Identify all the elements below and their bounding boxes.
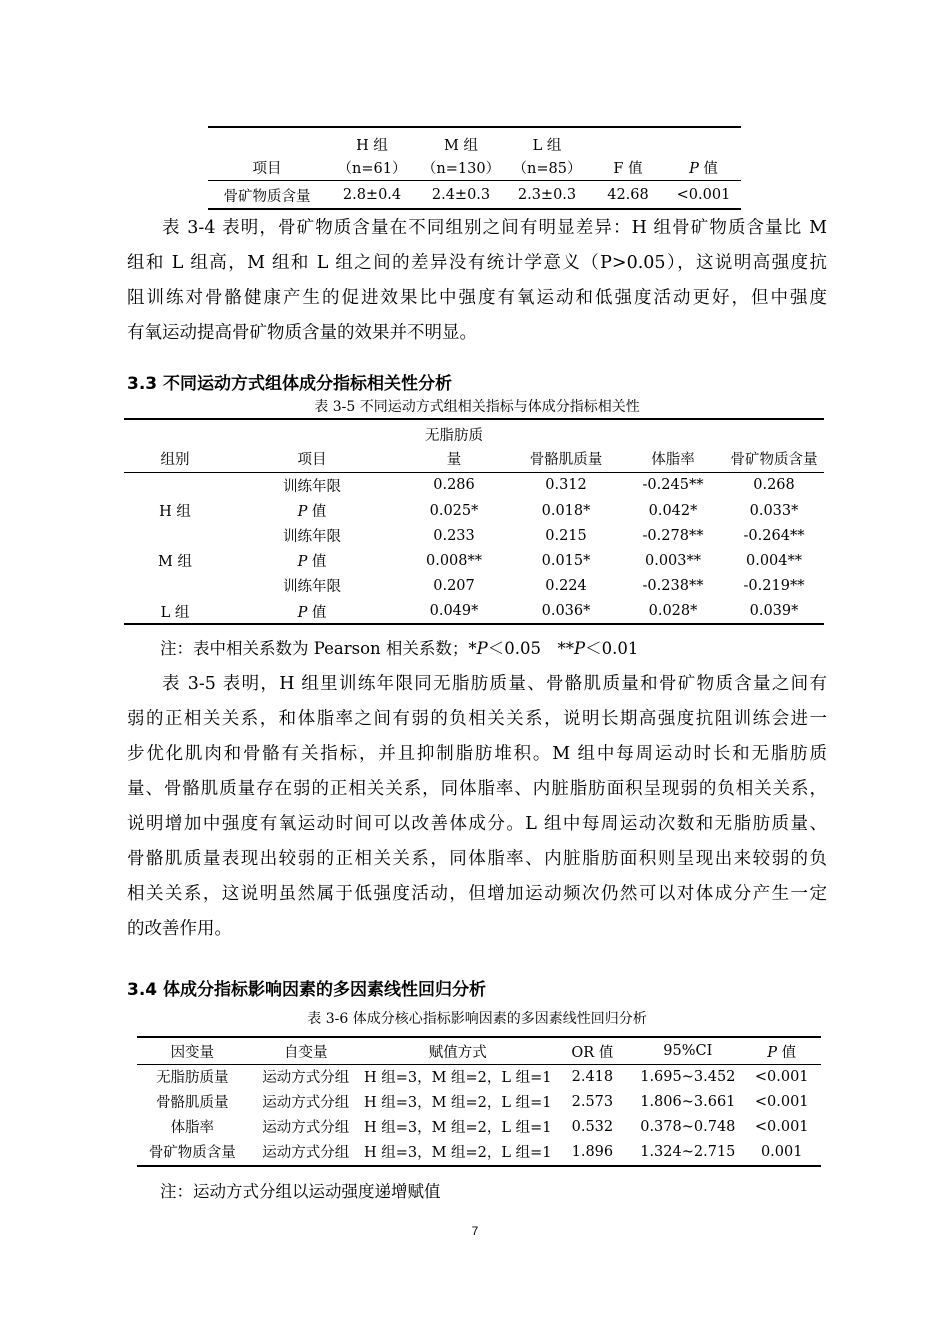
table-row bbox=[124, 573, 824, 598]
table36-p: <0.001 bbox=[754, 1118, 809, 1135]
table34-bottom-rule bbox=[208, 208, 741, 210]
table35-header-row-1 bbox=[124, 422, 824, 446]
table35-smm: 0.036* bbox=[541, 603, 591, 619]
table34-item-header: 项目 bbox=[252, 161, 282, 178]
table36-or: 1.896 bbox=[571, 1143, 614, 1160]
table36-dep-header: 因变量 bbox=[170, 1044, 215, 1061]
table34-row bbox=[208, 180, 741, 210]
table34-l-n: （n=85） bbox=[512, 161, 582, 178]
table-row bbox=[137, 1089, 821, 1114]
table35-item: 训练年限 bbox=[283, 529, 341, 545]
table35-smm: 0.312 bbox=[545, 477, 587, 494]
table36-dep: 骨骼肌质量 bbox=[156, 1095, 229, 1111]
table36-p-header: P 值 bbox=[767, 1044, 797, 1061]
table36-top-rule bbox=[137, 1036, 821, 1038]
table34-row-h: 2.8±0.4 bbox=[342, 187, 402, 204]
table35-ffm: 0.207 bbox=[433, 577, 475, 594]
table35 bbox=[124, 422, 824, 624]
paragraph-1-line-4: 有氧运动提高骨矿物质含量的效果并不明显。 bbox=[127, 323, 477, 343]
table36-indep: 运动方式分组 bbox=[262, 1095, 350, 1111]
table35-group: L 组 bbox=[160, 604, 190, 621]
table35-ffm-header: 无脂肪质 bbox=[425, 427, 483, 444]
table36-indep: 运动方式分组 bbox=[262, 1070, 350, 1087]
table-row bbox=[124, 598, 824, 624]
table36-or: 0.532 bbox=[571, 1118, 614, 1135]
table34-row-l: 2.3±0.3 bbox=[517, 187, 577, 204]
paragraph-2-line-6: 骨骼肌质量表现出较弱的正相关关系，同体脂率、内脏脂肪面积则呈现出来较弱的负 bbox=[127, 849, 827, 869]
table35-bmc: -0.264** bbox=[743, 527, 805, 544]
table35-note: 注：表中相关系数为 Pearson 相关系数；*P＜0.05 **P＜0.01 bbox=[160, 639, 639, 658]
table35-group-header: 组别 bbox=[160, 452, 190, 469]
table36-note: 注：运动方式分组以运动强度递增赋值 bbox=[160, 1182, 441, 1201]
paragraph-2-line-4: 量、骨骼肌质量存在弱的正相关关系，同体脂率、内脏脂肪面积呈现弱的负相关关系， bbox=[127, 779, 827, 799]
table36-ci: 1.324~2.715 bbox=[640, 1143, 736, 1160]
table35-item-header: 项目 bbox=[297, 452, 327, 469]
table-row bbox=[124, 523, 824, 548]
table35-group: M 组 bbox=[158, 554, 192, 570]
table35-bfr: 0.028* bbox=[648, 603, 698, 619]
paragraph-2-line-7: 相关关系，这说明虽然属于低强度活动，但增加运动频次仍然可以对体成分产生一定 bbox=[127, 884, 827, 904]
table34-row-p: <0.001 bbox=[676, 187, 731, 204]
section-3-3-heading: 3.3 不同运动方式组体成分指标相关性分析 bbox=[127, 374, 453, 394]
table35-group bbox=[124, 472, 226, 498]
table35-bfr: -0.245** bbox=[642, 477, 704, 494]
table35-bmc: 0.033* bbox=[749, 502, 799, 519]
page-number: 7 bbox=[471, 1224, 479, 1238]
table35-smm: 0.215 bbox=[545, 527, 587, 544]
table35-caption: 表 3-5 不同运动方式组相关指标与体成分指标相关性 bbox=[314, 399, 640, 415]
table35-ffm: 0.025* bbox=[429, 502, 479, 519]
table34-row-f: 42.68 bbox=[607, 187, 649, 204]
table36-p: <0.001 bbox=[754, 1093, 809, 1110]
table36-dep: 骨矿物质含量 bbox=[148, 1145, 236, 1161]
section-3-4-heading: 3.4 体成分指标影响因素的多因素线性回归分析 bbox=[127, 980, 487, 1000]
table35-smm-header: 骨骼肌质量 bbox=[529, 452, 603, 469]
table36-indep: 运动方式分组 bbox=[262, 1145, 350, 1161]
table36-ci-header: 95%CI bbox=[663, 1043, 713, 1060]
paragraph-2-line-5: 说明增加中强度有氧运动时间可以改善体成分。L 组中每周运动次数和无脂肪质量、 bbox=[127, 814, 827, 834]
table36-assign: H 组=3，M 组=2，L 组=1 bbox=[363, 1120, 552, 1136]
table35-bfr: 0.003** bbox=[644, 552, 701, 569]
table34-row-item: 骨矿物质含量 bbox=[223, 188, 311, 205]
table36-ci: 1.695~3.452 bbox=[640, 1068, 736, 1085]
table36-p: 0.001 bbox=[760, 1143, 803, 1160]
table-row bbox=[137, 1064, 821, 1089]
table36 bbox=[137, 1039, 821, 1164]
paragraph-1-line-3: 阻训练对骨骼健康产生的促进效果比中强度有氧运动和低强度活动更好，但中强度 bbox=[127, 288, 827, 308]
paragraph-1-line: 表 3-4 表明，骨矿物质含量在不同组别之间有明显差异：H 组骨矿物质含量比 M bbox=[162, 218, 827, 238]
table35-smm: 0.224 bbox=[545, 577, 587, 594]
table36-or-header: OR 值 bbox=[571, 1044, 614, 1061]
table34-row-m: 2.4±0.3 bbox=[431, 187, 491, 204]
paragraph-2-line-2: 弱的正相关关系，和体脂率之间有弱的负相关关系，说明长期高强度抗阻训练会进一 bbox=[127, 709, 827, 729]
table36-dep: 体脂率 bbox=[170, 1120, 215, 1136]
table34-l-header: L 组 bbox=[532, 137, 562, 154]
table35-bmc: -0.219** bbox=[743, 577, 805, 594]
table34-m-header: M 组 bbox=[444, 137, 478, 154]
table-row bbox=[137, 1114, 821, 1139]
table35-bmc: 0.268 bbox=[753, 477, 795, 494]
table-row bbox=[137, 1139, 821, 1164]
table35-header-row-2 bbox=[124, 446, 824, 472]
table35-item: P 值 bbox=[297, 604, 327, 621]
table35-ffm: 0.049* bbox=[429, 603, 479, 619]
table36-caption: 表 3-6 体成分核心指标影响因素的多因素线性回归分析 bbox=[307, 1011, 647, 1027]
table36-assign-header: 赋值方式 bbox=[428, 1044, 487, 1061]
table35-bfr: -0.238** bbox=[642, 577, 704, 594]
table34-header-row-2 bbox=[208, 156, 741, 180]
table35-bfr: 0.042* bbox=[648, 502, 698, 519]
table36-bottom-rule bbox=[137, 1165, 821, 1167]
table35-item: 训练年限 bbox=[283, 579, 341, 595]
table-row bbox=[124, 498, 824, 523]
table-row bbox=[124, 472, 824, 498]
table35-smm: 0.015* bbox=[541, 552, 591, 569]
paragraph-2-line-8: 的改善作用。 bbox=[127, 919, 232, 939]
table36-p: <0.001 bbox=[754, 1068, 809, 1085]
table35-bmc-header: 骨矿物质含量 bbox=[730, 452, 818, 469]
table35-ffm: 0.286 bbox=[433, 477, 475, 494]
table36-indep: 运动方式分组 bbox=[262, 1120, 350, 1136]
table35-item: P 值 bbox=[297, 554, 327, 570]
table36-indep-header: 自变量 bbox=[284, 1044, 328, 1061]
table34-m-n: （n=130） bbox=[421, 161, 501, 178]
table35-top-rule bbox=[124, 418, 824, 420]
table35-bfr: -0.278** bbox=[642, 527, 704, 544]
table35-item: 训练年限 bbox=[283, 478, 341, 495]
table35-bfr-header: 体脂率 bbox=[651, 452, 695, 469]
table36-or: 2.418 bbox=[571, 1068, 614, 1085]
table36-ci: 0.378~0.748 bbox=[640, 1118, 736, 1135]
table35-item: P 值 bbox=[297, 504, 327, 520]
table34-h-header: H 组 bbox=[356, 137, 388, 154]
table34-top-rule bbox=[208, 126, 741, 128]
paragraph-2-line-1: 表 3-5 表明，H 组里训练年限同无脂肪质量、骨骼肌质量和骨矿物质含量之间有 bbox=[162, 674, 827, 694]
table36-assign: H 组=3，M 组=2，L 组=1 bbox=[363, 1145, 552, 1161]
table35-bmc: 0.039* bbox=[749, 603, 799, 619]
table36-dep: 无脂肪质量 bbox=[156, 1070, 229, 1087]
table35-smm: 0.018* bbox=[541, 502, 591, 519]
paragraph-1-line-2: 组和 L 组高，M 组和 L 组之间的差异没有统计学意义（P>0.05），这说明高强度抗 bbox=[127, 253, 827, 273]
paragraph-1 bbox=[127, 211, 827, 246]
table35-bottom-rule bbox=[124, 623, 824, 625]
table35-group: H 组 bbox=[159, 504, 191, 520]
paragraph-2-line-3: 步优化肌肉和骨骼有关指标，并且抑制脂肪堆积。M 组中每周运动时长和无脂肪质 bbox=[127, 744, 827, 764]
table34-h-n: （n=61） bbox=[337, 161, 407, 178]
table35-bmc: 0.004** bbox=[745, 552, 802, 569]
table35-ffm: 0.233 bbox=[433, 527, 475, 544]
table34-header-row-1 bbox=[208, 132, 741, 156]
table34-p-header: P 值 bbox=[689, 161, 718, 178]
table35-group bbox=[124, 523, 226, 548]
table36-assign: H 组=3，M 组=2，L 组=1 bbox=[363, 1070, 552, 1087]
table36-assign: H 组=3，M 组=2，L 组=1 bbox=[363, 1095, 552, 1111]
table34-f-header: F 值 bbox=[613, 161, 643, 178]
table35-ffm-header-2: 量 bbox=[446, 452, 462, 469]
table34 bbox=[208, 132, 741, 210]
table35-ffm: 0.008** bbox=[425, 552, 482, 569]
table36-or: 2.573 bbox=[571, 1093, 614, 1110]
table36-ci: 1.806~3.661 bbox=[640, 1093, 736, 1110]
table36-header-row bbox=[137, 1039, 821, 1064]
table35-group bbox=[124, 573, 226, 598]
table-row bbox=[124, 548, 824, 573]
